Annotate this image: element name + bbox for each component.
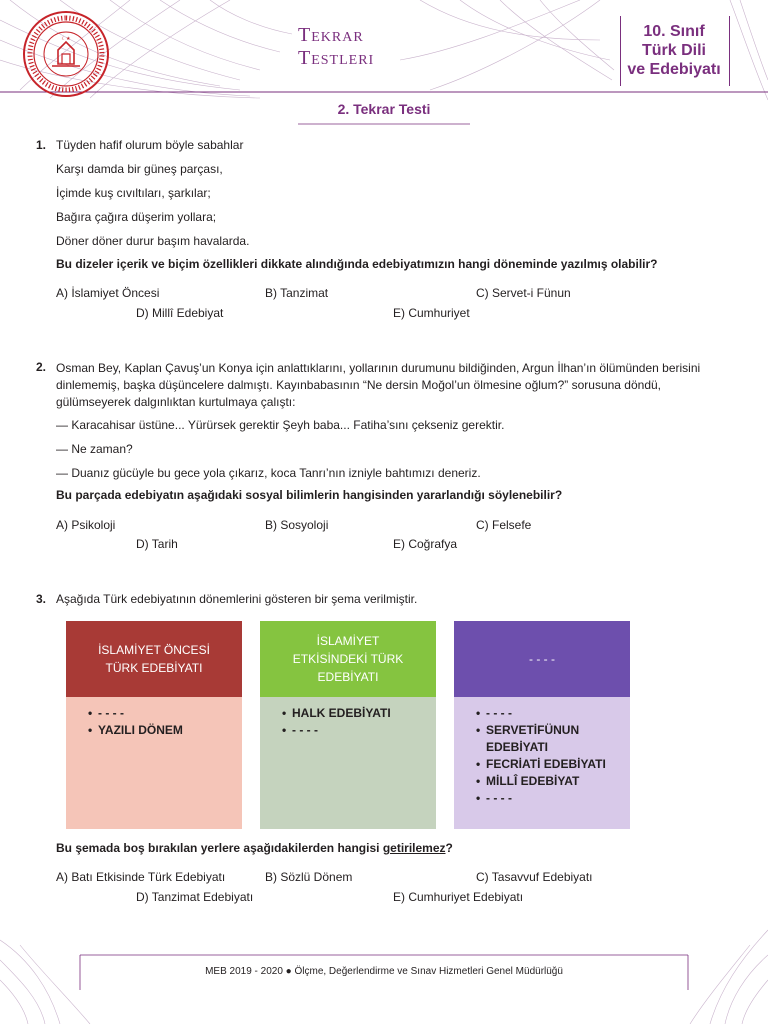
poem-line: Karşı damda bir güneş parçası, <box>56 162 223 176</box>
column-item: • - - - - <box>88 705 242 722</box>
dialog-line: — Karacahisar üstüne... Yürürsek gerektir Şeyh baba... Fatiha’sını çekseniz gerektir. <box>56 418 505 432</box>
option-e[interactable]: E) Cumhuriyet <box>393 306 470 320</box>
column-header <box>260 621 436 697</box>
option-b[interactable]: B) Sözlü Dönem <box>265 870 353 884</box>
question-number: 1. <box>36 138 47 152</box>
column-item: EDEBİYATI <box>486 740 549 754</box>
column-header-text: - - - - <box>529 652 555 666</box>
series-title <box>298 24 374 70</box>
test-title: 2. Tekrar Testi <box>337 101 431 117</box>
question-1 <box>36 138 736 328</box>
poem-line: Bağıra çağıra düşerim yollara; <box>56 210 217 224</box>
column-item: • YAZILI DÖNEM <box>88 722 242 739</box>
scheme-column-2 <box>260 621 436 829</box>
question-intro: Aşağıda Türk edebiyatının dönemlerini gösteren bir şema verilmiştir. <box>56 592 418 606</box>
column-item: • SERVETİFÜNUN <box>476 722 630 739</box>
question-number: 3. <box>36 592 47 606</box>
dialog-line: — Duanız gücüyle bu gece yola çıkarız, koca Tanrı’nın izniyle bahtımızı deneriz. <box>56 466 481 480</box>
question-stem-post: ? <box>445 841 453 855</box>
column-header <box>454 621 630 697</box>
grade-line1: 10. Sınıf <box>643 23 705 40</box>
column-item: • HALK EDEBİYATI <box>282 705 436 722</box>
series-title-line2: Testleri <box>298 47 375 69</box>
option-a[interactable]: A) Batı Etkisinde Türk Edebiyatı <box>56 870 226 884</box>
column-header-text: İSLAMİYET ÖNCESİ TÜRK EDEBİYATI <box>98 643 210 675</box>
scheme-column-3 <box>454 621 630 829</box>
grade-line2: Türk Dili <box>641 42 706 59</box>
svg-text:☾★: ☾★ <box>61 36 71 42</box>
question-stem: Bu dizeler içerik ve biçim özellikleri dikkate alındığında edebiyatımızın hangi döneminde yazılmış olabilir? <box>56 257 658 271</box>
footer-text: MEB 2019 - 2020 ● Ölçme, Değerlendirme ve Sınav Hizmetleri Genel Müdürlüğü <box>205 966 563 977</box>
ministry-logo <box>22 10 110 98</box>
option-c[interactable]: C) Servet-i Fünun <box>476 286 571 300</box>
question-stem-underlined: getirilemez <box>382 841 446 855</box>
option-d[interactable]: D) Tanzimat Edebiyatı <box>136 890 254 904</box>
poem-line: Döner döner durur başım havalarda. <box>56 234 250 248</box>
poem-line: İçimde kuş cıvıltıları, şarkılar; <box>56 186 211 200</box>
dialog-line: — Ne zaman? <box>56 442 133 456</box>
question-paragraph: Osman Bey, Kaplan Çavuş’un Konya için anlattıklarını, yollarının durumunu bildiğinden, Argun İlhan’ın ölümünden berisini dinlememiş, başka düşüncelere dalmıştı. Kayınbabasının “Ne dersin Moğol’un ölmesine oğlum?” sorusuna döndü, gülümseyerek dalgınlıktan kurtulmaya çalıştı: <box>56 361 701 409</box>
column-item: • MİLLÎ EDEBİYAT <box>476 773 630 790</box>
question-2 <box>36 360 736 560</box>
option-c[interactable]: C) Felsefe <box>476 518 532 532</box>
column-body <box>66 697 242 829</box>
column-header-text: İSLAMİYET ETKİSİNDEKİ TÜRK EDEBİYATI <box>292 634 404 684</box>
option-c[interactable]: C) Tasavvuf Edebiyatı <box>476 870 593 884</box>
column-item: • - - - - <box>476 790 630 807</box>
scheme-column-1 <box>66 621 242 829</box>
option-e[interactable]: E) Coğrafya <box>393 537 458 551</box>
poem-line: Tüyden hafif olurum böyle sabahlar <box>56 138 244 152</box>
grade-label <box>620 22 728 79</box>
column-header <box>66 621 242 697</box>
question-stem-pre: Bu şemada boş bırakılan yerlere aşağıdakilerden hangisi <box>56 841 383 855</box>
option-a[interactable]: A) İslamiyet Öncesi <box>56 286 160 300</box>
question-3 <box>36 592 736 612</box>
question-3-stem <box>36 841 736 911</box>
option-b[interactable]: B) Tanzimat <box>265 286 329 300</box>
question-stem <box>56 841 453 855</box>
column-item: • FECRİATİ EDEBİYATI <box>476 756 630 773</box>
option-d[interactable]: D) Millî Edebiyat <box>136 306 224 320</box>
option-b[interactable]: B) Sosyoloji <box>265 518 329 532</box>
column-item: • - - - - <box>476 705 630 722</box>
option-e[interactable]: E) Cumhuriyet Edebiyatı <box>393 890 524 904</box>
column-body <box>260 697 436 829</box>
column-body <box>454 697 630 829</box>
column-item: • - - - - <box>282 722 436 739</box>
grade-line3: ve Edebiyatı <box>627 61 721 78</box>
question-number: 2. <box>36 360 47 374</box>
series-title-line1: Tekrar <box>298 24 364 46</box>
option-a[interactable]: A) Psikoloji <box>56 518 116 532</box>
option-d[interactable]: D) Tarih <box>136 537 178 551</box>
question-stem: Bu parçada edebiyatın aşağıdaki sosyal bilimlerin hangisinden yararlandığı söylenebilir? <box>56 488 563 502</box>
